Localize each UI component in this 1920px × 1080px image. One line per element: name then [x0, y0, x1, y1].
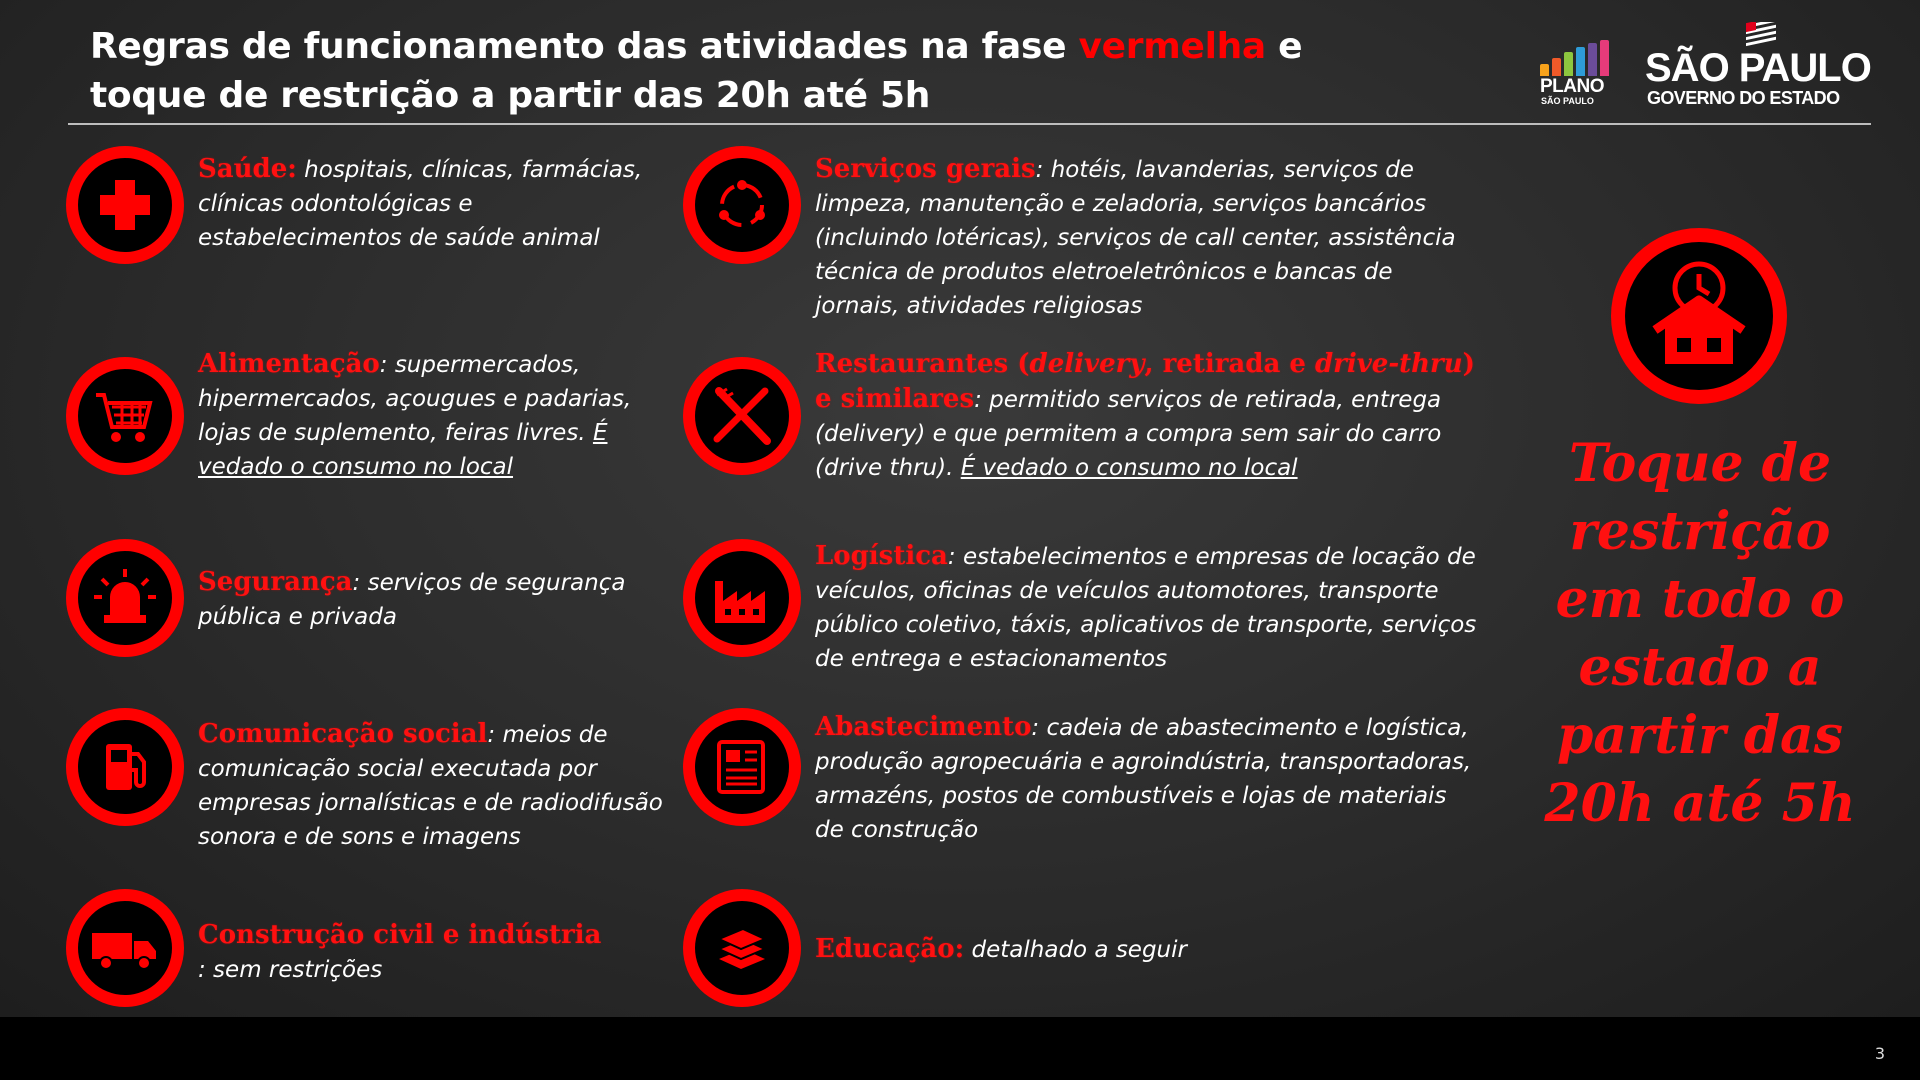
fuel-pump-icon [66, 708, 184, 826]
page-number: 3 [1874, 1044, 1885, 1063]
item-seguranca: Segurança: serviços de segurança pública e privada [198, 567, 626, 630]
title-divider [68, 123, 1871, 125]
services-cycle-icon [683, 146, 801, 264]
governo-sao-paulo-logo [1645, 22, 1875, 112]
newspaper-icon [683, 708, 801, 826]
footer-bar [0, 1017, 1920, 1080]
plano-logo-subtext: SÃO PAULO [1541, 96, 1594, 106]
plano-logo-text: PLANO [1540, 76, 1604, 97]
plano-bars-icon [1540, 40, 1612, 76]
item-restaurantes: Restaurantes (delivery, retirada e drive-thru) e similares: permitido serviços de retirada, entrega (delivery) e que permitem a compra sem sair do carro (drive thru). É vedado o consumo no local [815, 349, 1475, 481]
factory-icon [683, 539, 801, 657]
sp-logo-text: SÃO PAULO [1645, 46, 1871, 90]
sp-logo-subtext: GOVERNO DO ESTADO [1647, 88, 1840, 108]
item-alimentacao: Alimentação: supermercados, hipermercados, açougues e padarias, lojas de suplemento, feiras livres. É vedado o consumo no local [198, 349, 632, 480]
item-saude: Saúde: hospitais, clínicas, farmácias, clínicas odontológicas e estabelecimentos de saúde animal [198, 154, 643, 251]
page-title: Regras de funcionamento das atividades na fase vermelha e toque de restrição a partir das 20h até 5h [90, 26, 1303, 116]
plano-sao-paulo-logo [1538, 32, 1618, 112]
siren-icon [66, 539, 184, 657]
medical-cross-icon [66, 146, 184, 264]
item-servicos-gerais: Serviços gerais: hotéis, lavanderias, serviços de limpeza, manutenção e zeladoria, serviços bancários (incluindo lotéricas), serviços de call center, assistência técnica de produtos eletroeletrônicos e bancas de jornais, atividades religiosas [815, 154, 1456, 319]
books-icon [683, 889, 801, 1007]
house-clock-icon [1611, 228, 1787, 404]
truck-icon [66, 889, 184, 1007]
shopping-cart-icon [66, 357, 184, 475]
item-logistica: Logística: estabelecimentos e empresas de locação de veículos, oficinas de veículos automotores, transporte público coletivo, táxis, aplicativos de transporte, serviços de entrega e estacionamentos [815, 541, 1477, 672]
curfew-text: Toque de restrição em todo o estado a partir das 20h até 5h [1544, 433, 1856, 834]
item-abastecimento: Abastecimento: cadeia de abastecimento e logística, produção agropecuária e agroindústria, transportadoras, armazéns, postos de combustíveis e lojas de materiais de construção [815, 712, 1472, 843]
item-construcao-civil: Construção civil e indústria : sem restrições [198, 920, 602, 983]
item-comunicacao-social: Comunicação social: meios de comunicação social executada por empresas jornalísticas e de radiodifusão sonora e de sons e imagens [198, 719, 663, 850]
title-highlight: vermelha [1078, 26, 1266, 67]
item-educacao: Educação: detalhado a seguir [815, 934, 1187, 964]
fork-knife-icon [683, 357, 801, 475]
